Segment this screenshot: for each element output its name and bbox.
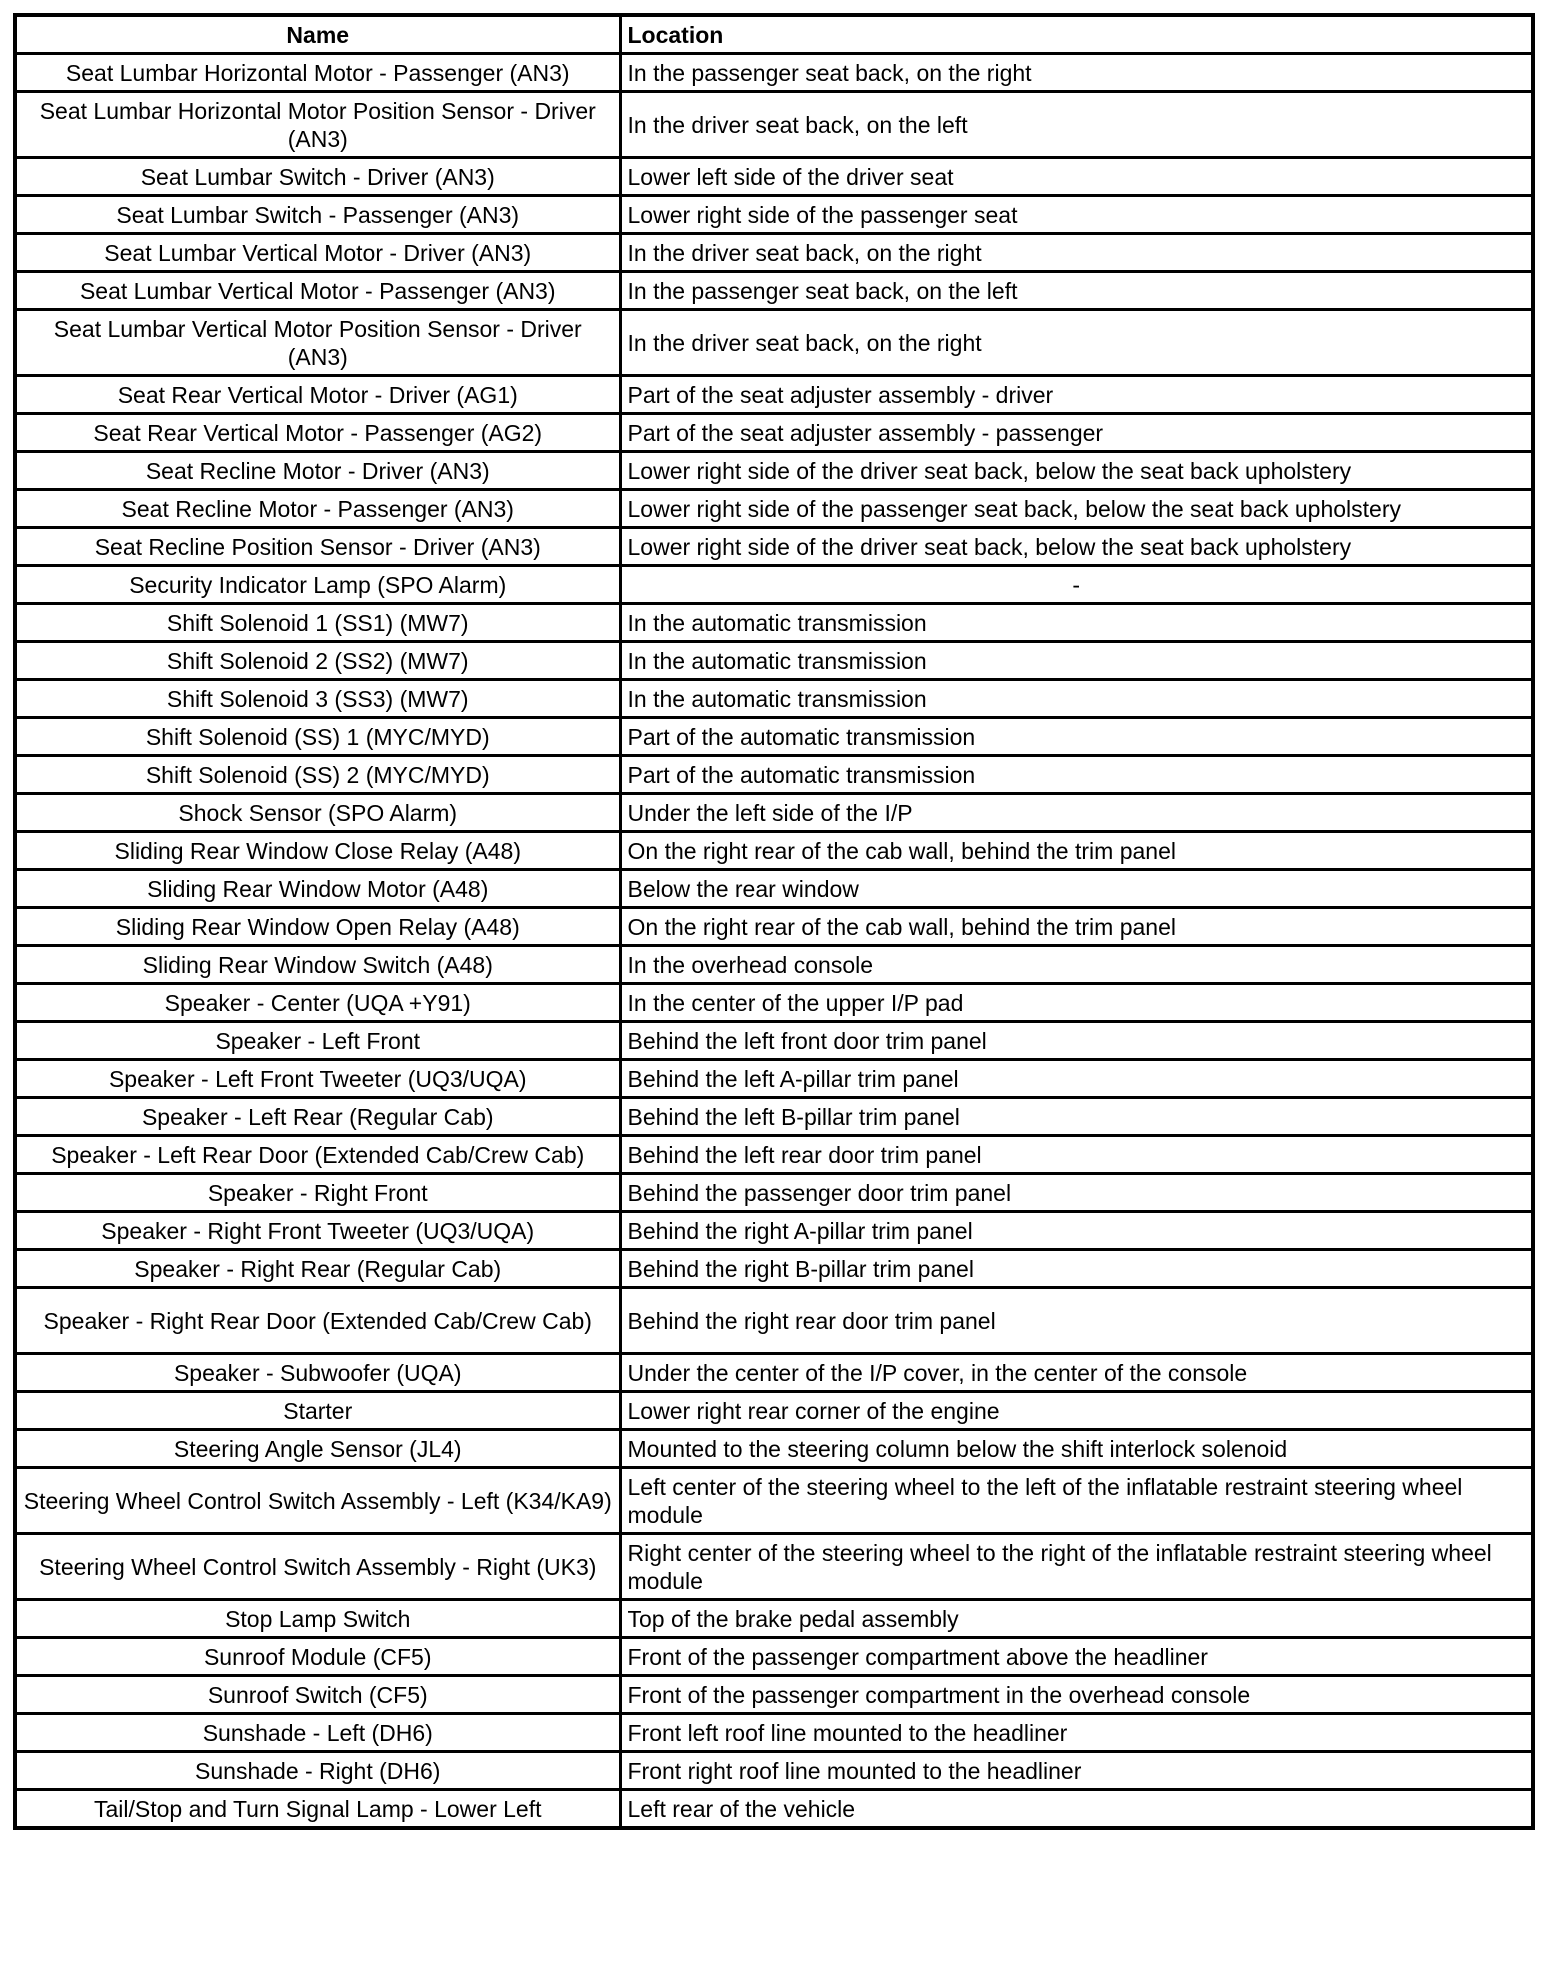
component-location-cell: Behind the left A-pillar trim panel bbox=[620, 1060, 1533, 1098]
component-name-cell: Stop Lamp Switch bbox=[15, 1600, 620, 1638]
table-row bbox=[15, 310, 1533, 376]
component-location-cell: Top of the brake pedal assembly bbox=[620, 1600, 1533, 1638]
table-row bbox=[15, 92, 1533, 158]
component-location-cell: Under the center of the I/P cover, in the center of the console bbox=[620, 1354, 1533, 1392]
table-row bbox=[15, 1250, 1533, 1288]
component-name-cell: Seat Lumbar Horizontal Motor Position Sensor - Driver (AN3) bbox=[15, 92, 620, 158]
component-name-cell: Shock Sensor (SPO Alarm) bbox=[15, 794, 620, 832]
component-location-cell: Behind the left rear door trim panel bbox=[620, 1136, 1533, 1174]
component-name-cell: Steering Wheel Control Switch Assembly - Left (K34/KA9) bbox=[15, 1468, 620, 1534]
component-location-cell: Part of the automatic transmission bbox=[620, 756, 1533, 794]
table-row bbox=[15, 680, 1533, 718]
component-name-cell: Seat Lumbar Vertical Motor - Passenger (AN3) bbox=[15, 272, 620, 310]
table-row bbox=[15, 196, 1533, 234]
component-name-cell: Seat Lumbar Switch - Driver (AN3) bbox=[15, 158, 620, 196]
component-location-cell: Lower right rear corner of the engine bbox=[620, 1392, 1533, 1430]
component-location-cell: In the overhead console bbox=[620, 946, 1533, 984]
component-name-cell: Security Indicator Lamp (SPO Alarm) bbox=[15, 566, 620, 604]
table-row bbox=[15, 376, 1533, 414]
component-name-cell: Seat Rear Vertical Motor - Passenger (AG2) bbox=[15, 414, 620, 452]
table-row bbox=[15, 908, 1533, 946]
component-location-cell: In the driver seat back, on the right bbox=[620, 310, 1533, 376]
component-location-cell: Behind the right rear door trim panel bbox=[620, 1288, 1533, 1354]
location-column-header: Location bbox=[620, 15, 1533, 54]
component-name-cell: Sliding Rear Window Close Relay (A48) bbox=[15, 832, 620, 870]
component-location-cell: Part of the seat adjuster assembly - driver bbox=[620, 376, 1533, 414]
table-row bbox=[15, 1354, 1533, 1392]
table-row bbox=[15, 604, 1533, 642]
table-row bbox=[15, 946, 1533, 984]
component-name-cell: Tail/Stop and Turn Signal Lamp - Lower Left bbox=[15, 1790, 620, 1829]
table-row bbox=[15, 984, 1533, 1022]
component-location-cell: Front left roof line mounted to the headliner bbox=[620, 1714, 1533, 1752]
table-row bbox=[15, 234, 1533, 272]
component-name-cell: Shift Solenoid 2 (SS2) (MW7) bbox=[15, 642, 620, 680]
name-column-header: Name bbox=[15, 15, 620, 54]
table-row bbox=[15, 566, 1533, 604]
component-name-cell: Speaker - Right Front bbox=[15, 1174, 620, 1212]
component-name-cell: Speaker - Center (UQA +Y91) bbox=[15, 984, 620, 1022]
component-name-cell: Sliding Rear Window Open Relay (A48) bbox=[15, 908, 620, 946]
component-name-cell: Speaker - Subwoofer (UQA) bbox=[15, 1354, 620, 1392]
component-name-cell: Speaker - Left Rear (Regular Cab) bbox=[15, 1098, 620, 1136]
component-location-cell: Under the left side of the I/P bbox=[620, 794, 1533, 832]
component-location-cell: In the center of the upper I/P pad bbox=[620, 984, 1533, 1022]
component-location-cell: In the automatic transmission bbox=[620, 680, 1533, 718]
component-name-cell: Shift Solenoid (SS) 2 (MYC/MYD) bbox=[15, 756, 620, 794]
component-name-cell: Sliding Rear Window Motor (A48) bbox=[15, 870, 620, 908]
table-row bbox=[15, 718, 1533, 756]
component-location-cell: Behind the left front door trim panel bbox=[620, 1022, 1533, 1060]
table-row bbox=[15, 1098, 1533, 1136]
table-body bbox=[15, 54, 1533, 1829]
component-name-cell: Sunroof Switch (CF5) bbox=[15, 1676, 620, 1714]
component-name-cell: Steering Angle Sensor (JL4) bbox=[15, 1430, 620, 1468]
component-location-cell: Lower right side of the passenger seat back, below the seat back upholstery bbox=[620, 490, 1533, 528]
component-location-cell: In the driver seat back, on the left bbox=[620, 92, 1533, 158]
table-row bbox=[15, 1174, 1533, 1212]
component-name-cell: Sunshade - Right (DH6) bbox=[15, 1752, 620, 1790]
table-row bbox=[15, 272, 1533, 310]
component-location-cell: Lower right side of the passenger seat bbox=[620, 196, 1533, 234]
component-name-cell: Speaker - Left Front bbox=[15, 1022, 620, 1060]
component-location-cell: On the right rear of the cab wall, behind the trim panel bbox=[620, 908, 1533, 946]
component-location-cell: Front of the passenger compartment in the overhead console bbox=[620, 1676, 1533, 1714]
component-location-cell: - bbox=[620, 566, 1533, 604]
component-location-cell: In the passenger seat back, on the left bbox=[620, 272, 1533, 310]
component-location-cell: In the passenger seat back, on the right bbox=[620, 54, 1533, 92]
component-name-cell: Seat Recline Motor - Driver (AN3) bbox=[15, 452, 620, 490]
component-location-cell: Part of the automatic transmission bbox=[620, 718, 1533, 756]
table-row bbox=[15, 1288, 1533, 1354]
component-location-cell: In the automatic transmission bbox=[620, 642, 1533, 680]
component-location-cell: Behind the right A-pillar trim panel bbox=[620, 1212, 1533, 1250]
table-row bbox=[15, 756, 1533, 794]
component-name-cell: Steering Wheel Control Switch Assembly - Right (UK3) bbox=[15, 1534, 620, 1600]
component-location-cell: Mounted to the steering column below the shift interlock solenoid bbox=[620, 1430, 1533, 1468]
component-name-cell: Sliding Rear Window Switch (A48) bbox=[15, 946, 620, 984]
table-row bbox=[15, 1430, 1533, 1468]
table-row bbox=[15, 832, 1533, 870]
component-name-cell: Speaker - Right Rear (Regular Cab) bbox=[15, 1250, 620, 1288]
table-row bbox=[15, 1212, 1533, 1250]
table-row bbox=[15, 490, 1533, 528]
component-location-cell: On the right rear of the cab wall, behind the trim panel bbox=[620, 832, 1533, 870]
table-row bbox=[15, 1790, 1533, 1829]
component-name-cell: Seat Lumbar Switch - Passenger (AN3) bbox=[15, 196, 620, 234]
component-location-cell: Behind the passenger door trim panel bbox=[620, 1174, 1533, 1212]
table-row bbox=[15, 1714, 1533, 1752]
table-row bbox=[15, 642, 1533, 680]
component-location-cell: Front right roof line mounted to the headliner bbox=[620, 1752, 1533, 1790]
table-row bbox=[15, 54, 1533, 92]
table-row bbox=[15, 1676, 1533, 1714]
component-location-cell: Left center of the steering wheel to the left of the inflatable restraint steering wheel module bbox=[620, 1468, 1533, 1534]
table-row bbox=[15, 1136, 1533, 1174]
component-name-cell: Seat Lumbar Vertical Motor - Driver (AN3) bbox=[15, 234, 620, 272]
component-name-cell: Seat Lumbar Horizontal Motor - Passenger (AN3) bbox=[15, 54, 620, 92]
component-name-cell: Speaker - Right Rear Door (Extended Cab/Crew Cab) bbox=[15, 1288, 620, 1354]
component-name-cell: Speaker - Left Front Tweeter (UQ3/UQA) bbox=[15, 1060, 620, 1098]
component-location-cell: Behind the right B-pillar trim panel bbox=[620, 1250, 1533, 1288]
component-name-cell: Seat Recline Position Sensor - Driver (AN3) bbox=[15, 528, 620, 566]
table-row bbox=[15, 794, 1533, 832]
component-name-cell: Shift Solenoid (SS) 1 (MYC/MYD) bbox=[15, 718, 620, 756]
table-row bbox=[15, 870, 1533, 908]
header-row bbox=[15, 15, 1533, 54]
table-row bbox=[15, 1022, 1533, 1060]
component-location-cell: In the automatic transmission bbox=[620, 604, 1533, 642]
component-name-cell: Shift Solenoid 3 (SS3) (MW7) bbox=[15, 680, 620, 718]
component-location-cell: Below the rear window bbox=[620, 870, 1533, 908]
table-row bbox=[15, 1534, 1533, 1600]
table-row bbox=[15, 158, 1533, 196]
component-name-cell: Speaker - Right Front Tweeter (UQ3/UQA) bbox=[15, 1212, 620, 1250]
component-location-cell: Left rear of the vehicle bbox=[620, 1790, 1533, 1829]
component-name-cell: Speaker - Left Rear Door (Extended Cab/Crew Cab) bbox=[15, 1136, 620, 1174]
component-name-cell: Seat Recline Motor - Passenger (AN3) bbox=[15, 490, 620, 528]
component-name-cell: Starter bbox=[15, 1392, 620, 1430]
component-location-cell: Lower right side of the driver seat back, below the seat back upholstery bbox=[620, 528, 1533, 566]
table-row bbox=[15, 528, 1533, 566]
table-row bbox=[15, 1392, 1533, 1430]
component-name-cell: Shift Solenoid 1 (SS1) (MW7) bbox=[15, 604, 620, 642]
component-location-cell: Right center of the steering wheel to the right of the inflatable restraint steering wheel module bbox=[620, 1534, 1533, 1600]
component-location-cell: Behind the left B-pillar trim panel bbox=[620, 1098, 1533, 1136]
table-row bbox=[15, 1600, 1533, 1638]
component-location-cell: Lower right side of the driver seat back, below the seat back upholstery bbox=[620, 452, 1533, 490]
component-name-cell: Seat Rear Vertical Motor - Driver (AG1) bbox=[15, 376, 620, 414]
table-row bbox=[15, 1638, 1533, 1676]
component-location-cell: Part of the seat adjuster assembly - passenger bbox=[620, 414, 1533, 452]
table-row bbox=[15, 452, 1533, 490]
component-location-cell: In the driver seat back, on the right bbox=[620, 234, 1533, 272]
component-location-table bbox=[13, 13, 1535, 1830]
component-name-cell: Seat Lumbar Vertical Motor Position Sensor - Driver (AN3) bbox=[15, 310, 620, 376]
component-name-cell: Sunshade - Left (DH6) bbox=[15, 1714, 620, 1752]
table-row bbox=[15, 1060, 1533, 1098]
table-row bbox=[15, 1752, 1533, 1790]
component-location-cell: Lower left side of the driver seat bbox=[620, 158, 1533, 196]
component-name-cell: Sunroof Module (CF5) bbox=[15, 1638, 620, 1676]
table-row bbox=[15, 1468, 1533, 1534]
table-row bbox=[15, 414, 1533, 452]
component-location-cell: Front of the passenger compartment above the headliner bbox=[620, 1638, 1533, 1676]
